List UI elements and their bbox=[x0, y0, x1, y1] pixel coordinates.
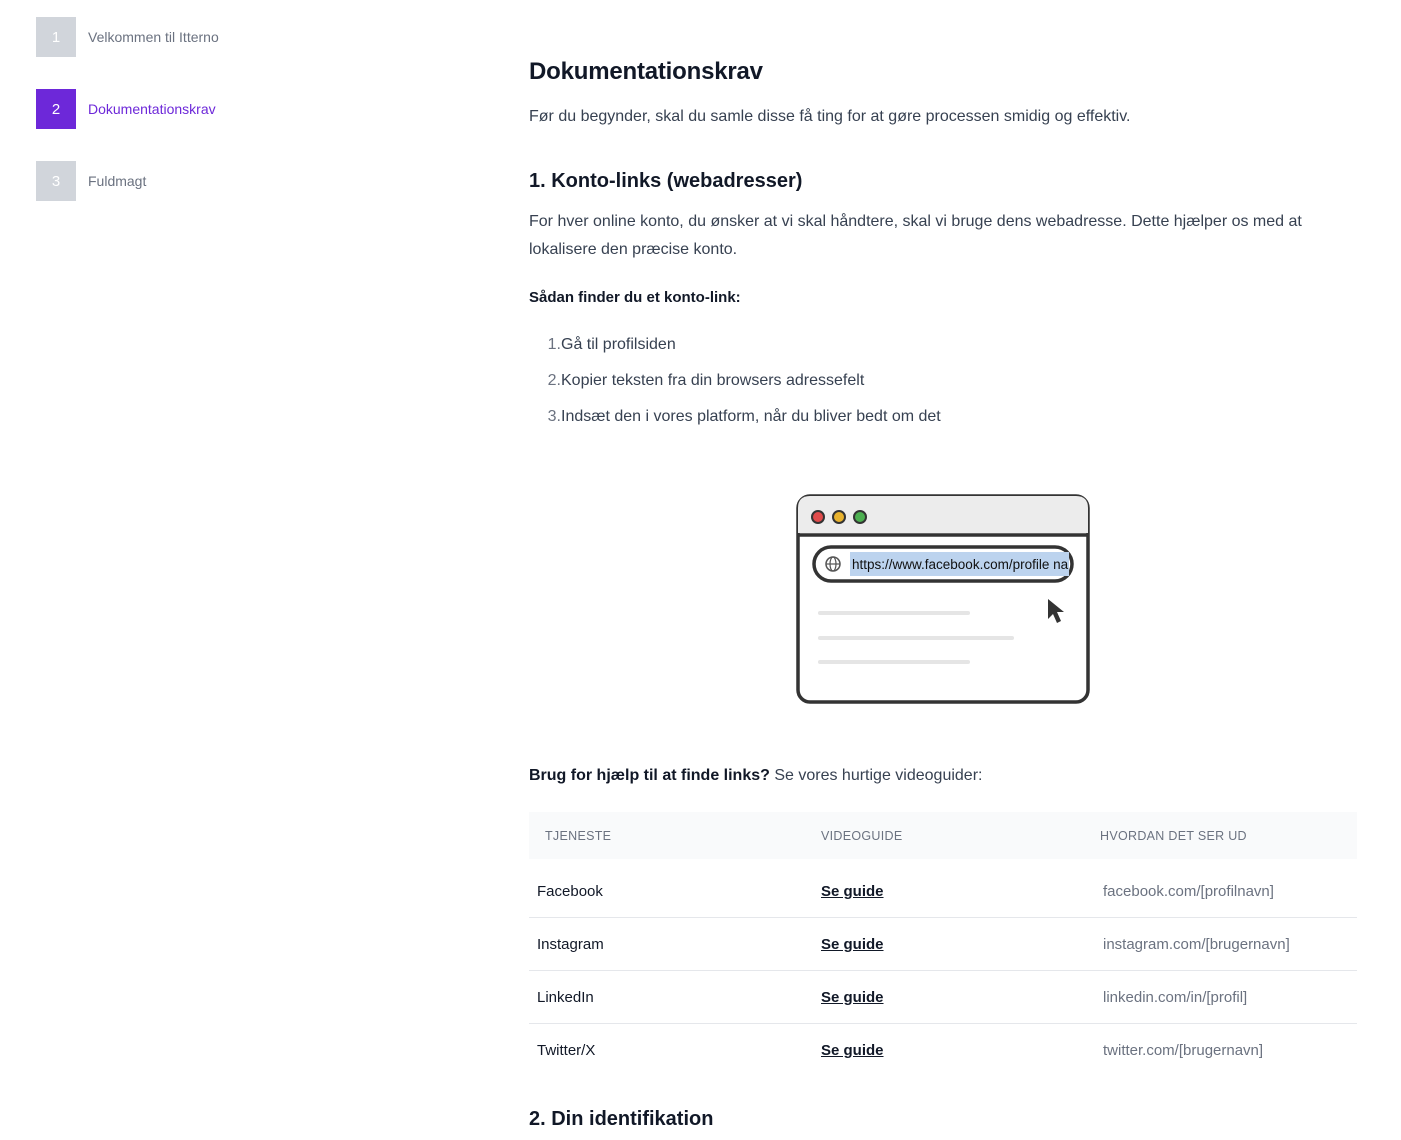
sidebar-step-welcome[interactable] bbox=[36, 17, 219, 57]
column-header-example: HVORDAN DET SER UD bbox=[1100, 828, 1247, 843]
step-label: Fuldmagt bbox=[88, 173, 147, 189]
list-item-number: 2. bbox=[547, 372, 561, 389]
page-title: Dokumentationskrav bbox=[529, 58, 763, 85]
account-links-description: For hver online konto, du ønsker at vi skal håndtere, skal vi bruge dens webadresse. Dette hjælper os med at lokalisere den præcise konto. bbox=[529, 213, 1302, 258]
intro-text: Før du begynder, skal du samle disse få ting for at gøre processen smidig og effektiv. bbox=[529, 108, 1131, 125]
video-guides-intro bbox=[529, 767, 982, 785]
step-number: 2 bbox=[36, 89, 76, 129]
window-minimize-dot bbox=[833, 511, 845, 523]
list-item bbox=[529, 372, 941, 408]
step-number: 1 bbox=[36, 17, 76, 57]
section-heading-identification: 2. Din identifikation bbox=[529, 1108, 714, 1130]
url-example: instagram.com/[brugernavn] bbox=[1084, 918, 1357, 971]
list-item-number: 3. bbox=[547, 408, 561, 425]
list-item bbox=[529, 336, 941, 372]
window-close-dot bbox=[812, 511, 824, 523]
step-label: Velkommen til Itterno bbox=[88, 29, 219, 45]
guide-link-facebook[interactable]: Se guide bbox=[821, 882, 884, 900]
howto-steps-list bbox=[529, 336, 941, 444]
sidebar-step-power-of-attorney[interactable] bbox=[36, 161, 146, 201]
column-header-videoguide: VIDEOGUIDE bbox=[821, 828, 903, 843]
service-name: Facebook bbox=[529, 865, 805, 918]
url-example: twitter.com/[brugernavn] bbox=[1103, 1041, 1264, 1059]
section-heading-account-links: 1. Konto-links (webadresser) bbox=[529, 170, 803, 192]
url-example: facebook.com/[profilnavn] bbox=[1084, 865, 1357, 918]
list-item-text: Gå til profilsiden bbox=[561, 336, 676, 353]
guide-link-linkedin[interactable]: Se guide bbox=[821, 988, 884, 1006]
sidebar-step-documentation[interactable] bbox=[36, 89, 216, 129]
guide-link-instagram[interactable]: Se guide bbox=[821, 935, 884, 953]
list-item-number: 1. bbox=[547, 336, 561, 353]
table-row bbox=[529, 865, 1357, 918]
url-example: linkedin.com/in/[profil] bbox=[1084, 971, 1357, 1024]
howto-heading: Sådan finder du et konto-link: bbox=[529, 289, 741, 306]
column-header-service: TJENESTE bbox=[545, 828, 612, 843]
step-label: Dokumentationskrav bbox=[88, 101, 216, 117]
help-text: Se vores hurtige videoguider: bbox=[769, 767, 983, 784]
help-bold-text: Brug for hjælp til at finde links? bbox=[529, 767, 770, 784]
browser-address-bar-illustration bbox=[795, 493, 1091, 705]
service-name: LinkedIn bbox=[529, 971, 805, 1024]
table-row bbox=[529, 1024, 1357, 1077]
step-number: 3 bbox=[36, 161, 76, 201]
guide-link-twitter[interactable]: Se guide bbox=[821, 1041, 884, 1059]
list-item bbox=[529, 408, 941, 444]
service-name: Instagram bbox=[529, 918, 805, 971]
list-item-text: Indsæt den i vores platform, når du bliver bedt om det bbox=[561, 408, 941, 425]
address-url-text: https://www.facebook.com/profile na bbox=[852, 557, 1069, 572]
table-header-row bbox=[529, 812, 1357, 859]
table-row bbox=[529, 918, 1357, 971]
table-row bbox=[529, 971, 1357, 1024]
service-name: Twitter/X bbox=[537, 1041, 596, 1059]
list-item-text: Kopier teksten fra din browsers adressefelt bbox=[561, 372, 865, 389]
window-maximize-dot bbox=[854, 511, 866, 523]
video-guides-table bbox=[529, 812, 1357, 1076]
